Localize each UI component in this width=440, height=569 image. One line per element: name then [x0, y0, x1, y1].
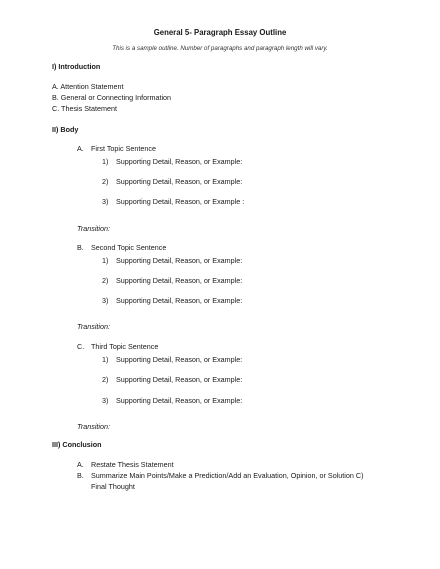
conclusion-marker: B.: [77, 471, 84, 480]
introduction-item: A. Attention Statement: [52, 82, 124, 91]
detail-text: Supporting Detail, Reason, or Example:: [116, 276, 243, 285]
detail-number: 3): [102, 296, 109, 305]
detail-number: 2): [102, 177, 109, 186]
detail-number: 2): [102, 375, 109, 384]
conclusion-marker: A.: [77, 460, 84, 469]
topic-sentence: Third Topic Sentence: [91, 342, 159, 351]
introduction-item: B. General or Connecting Information: [52, 93, 172, 102]
conclusion-item: Restate Thesis Statement: [91, 460, 174, 469]
topic-marker: B.: [77, 243, 84, 252]
detail-text: Supporting Detail, Reason, or Example:: [116, 355, 243, 364]
detail-number: 3): [102, 396, 109, 405]
document-title: General 5- Paragraph Essay Outline: [153, 28, 287, 37]
detail-number: 1): [102, 355, 109, 364]
detail-text: Supporting Detail, Reason, or Example:: [116, 396, 243, 405]
body-heading: II) Body: [52, 125, 79, 134]
conclusion-item-continuation: Final Thought: [91, 482, 135, 491]
topic-sentence: First Topic Sentence: [91, 144, 156, 153]
topic-marker: A.: [77, 144, 84, 153]
transition-label: Transition:: [77, 224, 111, 233]
detail-number: 1): [102, 157, 109, 166]
detail-text: Supporting Detail, Reason, or Example:: [116, 296, 243, 305]
introduction-heading: I) Introduction: [52, 62, 101, 71]
topic-sentence: Second Topic Sentence: [91, 243, 167, 252]
transition-label: Transition:: [77, 422, 111, 431]
detail-number: 3): [102, 197, 109, 206]
conclusion-item: Summarize Main Points/Make a Prediction/Add an Evaluation, Opinion, or Solution C): [91, 471, 364, 480]
topic-marker: C.: [77, 342, 85, 351]
detail-text: Supporting Detail, Reason, or Example :: [116, 197, 245, 206]
detail-text: Supporting Detail, Reason, or Example:: [116, 375, 243, 384]
introduction-item: C. Thesis Statement: [52, 104, 117, 113]
conclusion-heading: III) Conclusion: [52, 440, 102, 449]
detail-text: Supporting Detail, Reason, or Example:: [116, 177, 243, 186]
detail-text: Supporting Detail, Reason, or Example:: [116, 157, 243, 166]
detail-number: 2): [102, 276, 109, 285]
detail-text: Supporting Detail, Reason, or Example:: [116, 256, 243, 265]
transition-label: Transition:: [77, 322, 111, 331]
document-subtitle: This is a sample outline. Number of paragraphs and paragraph length will vary.: [112, 45, 328, 52]
detail-number: 1): [102, 256, 109, 265]
